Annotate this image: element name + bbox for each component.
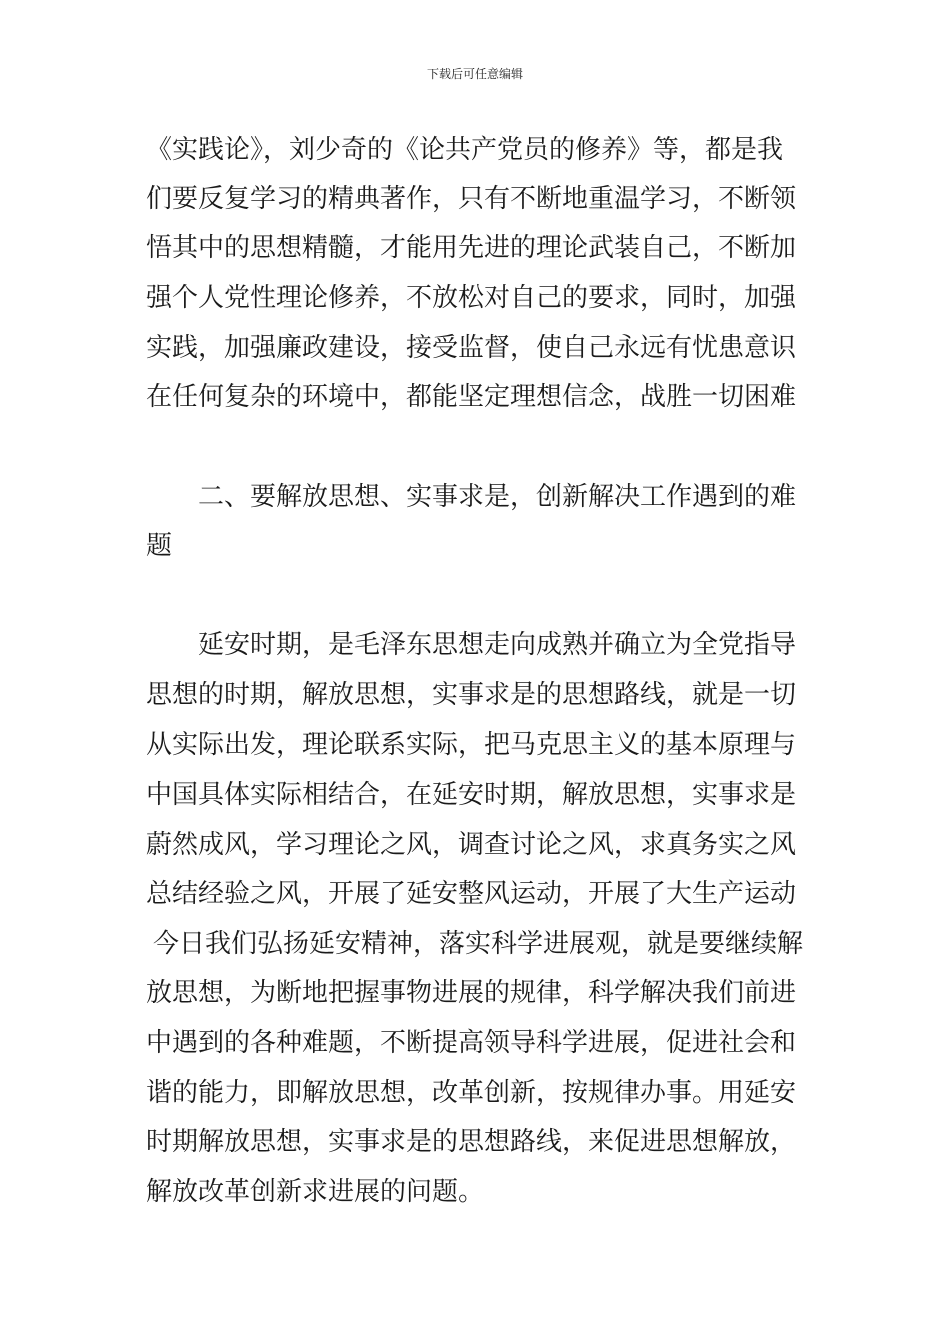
text-line: 们要反复学习的精典著作，只有不断地重温学习，不断领 [146,184,797,214]
text-line: 在任何复杂的环境中，都能坚定理想信念，战胜一切困难 [146,382,797,412]
text-line: 实践，加强廉政建设，接受监督，使自己永远有忧患意识 [146,333,797,363]
page-header-note: 下载后可任意编辑 [426,67,523,81]
section-heading: 二、要解放思想、实事求是，创新解决工作遇到的难 [198,482,797,512]
section-heading-continued: 题 [146,531,173,561]
text-line: 中遇到的各种难题，不断提高领导科学进展，促进社会和 [146,1028,797,1058]
paragraph-first-line: 延安时期，是毛泽东思想走向成熟并确立为全党指导 [198,630,797,660]
text-line: 悟其中的思想精髓，才能用先进的理论武装自己，不断加 [146,233,797,263]
text-line: 解放改革创新求进展的问题。 [146,1177,485,1207]
text-line: 思想的时期，解放思想，实事求是的思想路线，就是一切 [146,680,797,710]
text-line: 时期解放思想，实事求是的思想路线，来促进思想解放， [146,1127,797,1157]
text-line: 今日我们弘扬延安精神，落实科学进展观，就是要继续解 [153,929,804,959]
text-line: 强个人党性理论修养，不放松对自己的要求，同时，加强 [146,283,797,313]
text-line: 蔚然成风，学习理论之风，调查讨论之风，求真务实之风 [146,830,797,860]
text-line: 总结经验之风，开展了延安整风运动，开展了大生产运动 [146,879,797,909]
text-line: 谐的能力，即解放思想，改革创新，按规律办事。用延安 [146,1078,797,1108]
text-line: 放思想，为断地把握事物进展的规律，科学解决我们前进 [146,978,797,1008]
text-line: 《实践论》，刘少奇的《论共产党员的修养》等，都是我 [146,135,784,165]
text-line: 中国具体实际相结合，在延安时期，解放思想，实事求是 [146,780,797,810]
text-line: 从实际出发，理论联系实际，把马克思主义的基本原理与 [146,730,797,760]
